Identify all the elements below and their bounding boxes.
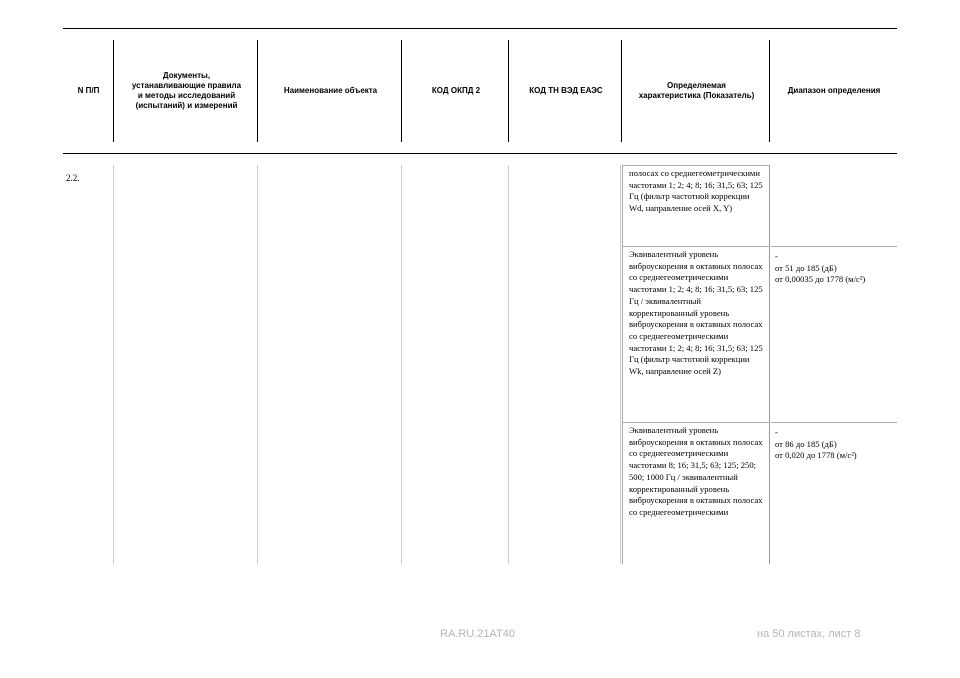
range-line: от 86 до 185 (дБ) bbox=[775, 438, 837, 449]
range-line: от 0,00035 до 1778 (м/с²) bbox=[775, 274, 866, 285]
range-line: - bbox=[775, 427, 778, 437]
header-object-name: Наименование объекта bbox=[283, 86, 378, 95]
body-col-divider bbox=[114, 165, 258, 564]
header-documents: Документы, устанавливающие правила и методы исследований (испытаний) и измерений bbox=[131, 71, 242, 110]
characteristic-cell bbox=[622, 246, 770, 423]
header-tnved-code: КОД ТН ВЭД ЕАЭС bbox=[529, 86, 603, 95]
characteristic-text: Эквивалентный уровень виброускорения в октавных полосах со среднегеометрическими частотами 8; 16; 31,5; 63; 125; 250; 500; 1000 Гц / эквивалентный корректированный уровень виброускорения в октавных полосах со среднегеометрическими bbox=[629, 425, 763, 517]
range-cell bbox=[771, 422, 897, 564]
footer-doc-code: RA.RU.21АТ40 bbox=[440, 628, 515, 640]
range-line: от 51 до 185 (дБ) bbox=[775, 262, 837, 273]
header-characteristic: Определяемая характеристика (Показатель) bbox=[638, 81, 755, 100]
range-line: от 0,020 до 1778 (м/с²) bbox=[775, 450, 857, 461]
characteristic-cell bbox=[622, 165, 770, 247]
header-top-rule bbox=[63, 28, 897, 29]
range-cell bbox=[771, 246, 897, 422]
body-col-divider bbox=[509, 165, 621, 564]
range-line: - bbox=[775, 251, 778, 261]
body-col-divider bbox=[63, 165, 114, 564]
body-col-divider bbox=[258, 165, 402, 564]
characteristic-cell bbox=[622, 422, 770, 564]
header-range: Диапазон определения bbox=[787, 86, 881, 95]
characteristic-text: Эквивалентный уровень виброускорения в октавных полосах со среднегеометрическими частотами 1; 2; 4; 8; 16; 31,5; 63; 125 Гц / эквивалентный корректированный уровень виброускорения в октавных полосах со среднегеометрическими частотами 1; 2; 4; 8; 16; 31,5; 63; 125 Гц (фильтр частотной коррекции Wk, направление осей Z) bbox=[629, 249, 763, 377]
footer-sheet-info: на 50 листах, лист 8 bbox=[757, 628, 861, 640]
header-bottom-rule bbox=[63, 153, 897, 154]
body-col-divider bbox=[402, 165, 509, 564]
characteristic-text: полосах со среднегеометрическими частотами 1; 2; 4; 8; 16; 31,5; 63; 125 Гц (фильтр частотной коррекции Wd, направление осей X, Y) bbox=[629, 168, 763, 214]
header-okpd2-code: КОД ОКПД 2 bbox=[431, 86, 481, 95]
header-number: N П/П bbox=[77, 86, 100, 95]
row-number: 2.2. bbox=[66, 173, 80, 183]
